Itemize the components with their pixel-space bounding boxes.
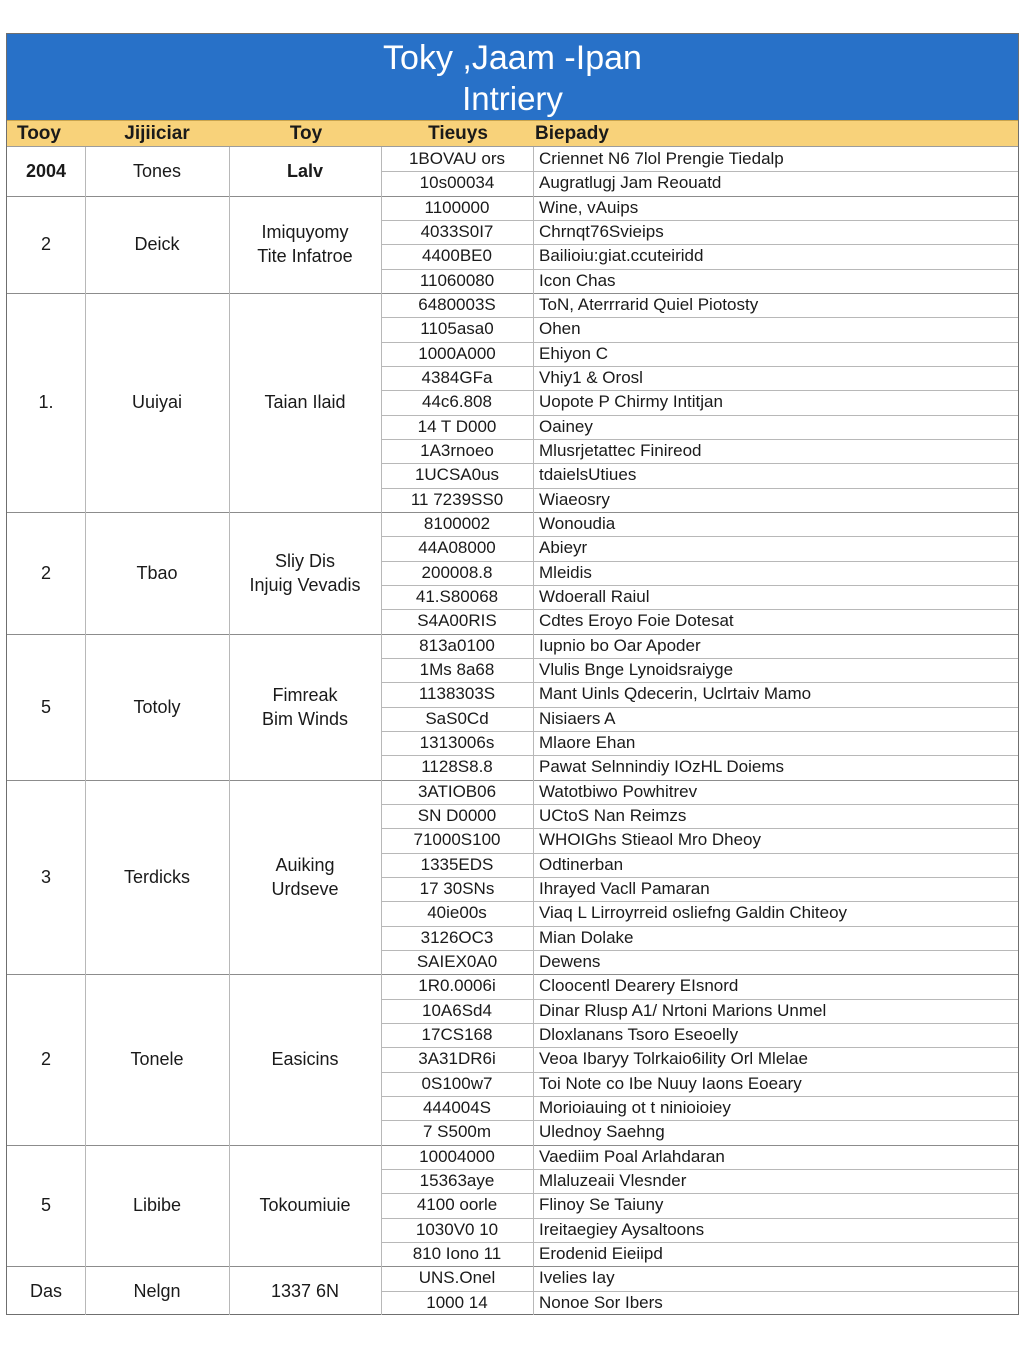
time-cell: 1000 14 bbox=[426, 1292, 488, 1312]
activity-cell: tdaielsUtiues bbox=[539, 465, 637, 485]
column-header-activity: Biepady bbox=[535, 123, 609, 144]
activity-cell: Cdtes Eroyo Foie Dotesat bbox=[539, 611, 734, 631]
table-row bbox=[7, 147, 1018, 196]
sub-row-divider bbox=[381, 561, 1018, 562]
time-cell: 3126OC3 bbox=[420, 927, 494, 947]
sub-row-divider bbox=[381, 658, 1018, 659]
sub-row-divider bbox=[381, 853, 1018, 854]
sub-row-divider bbox=[381, 950, 1018, 951]
sub-row-divider bbox=[381, 1023, 1018, 1024]
activity-cell: Erodenid Eieiipd bbox=[539, 1243, 663, 1263]
activity-cell: ToN, Aterrrarid Quiel Piotosty bbox=[539, 294, 759, 314]
sub-row-divider bbox=[381, 585, 1018, 586]
sub-row-divider bbox=[381, 682, 1018, 683]
city-cell: Nelgn bbox=[133, 1280, 181, 1301]
sub-row-divider bbox=[381, 755, 1018, 756]
itinerary-table bbox=[6, 33, 1019, 1315]
table-row bbox=[7, 196, 1018, 293]
activity-cell: Uopote P Chirmy Intitjan bbox=[539, 392, 723, 412]
sub-row-divider bbox=[381, 439, 1018, 440]
sub-row-divider bbox=[381, 1096, 1018, 1097]
day-cell: Das bbox=[29, 1280, 62, 1301]
day-cell: 3 bbox=[40, 866, 51, 887]
area-cell: Sliy Dis Injuig Vevadis bbox=[249, 550, 361, 595]
activity-cell: Wine, vAuips bbox=[539, 197, 639, 217]
sub-row-divider bbox=[381, 1047, 1018, 1048]
city-cell: Tones bbox=[132, 161, 182, 182]
column-header-day: Tooy bbox=[17, 123, 61, 144]
sub-row-divider bbox=[381, 269, 1018, 270]
activity-cell: Bailioiu:giat.ccuteiridd bbox=[539, 246, 704, 266]
table-row bbox=[7, 512, 1018, 634]
activity-cell: Mant Uinls Qdecerin, Uclrtaiv Mamo bbox=[539, 684, 812, 704]
activity-cell: Nisiaers A bbox=[539, 708, 616, 728]
activity-cell: UCtoS Nan Reimzs bbox=[539, 805, 687, 825]
time-cell: 1R0.0006i bbox=[418, 976, 496, 996]
activity-cell: Ihrayed Vacll Pamaran bbox=[539, 878, 710, 898]
time-cell: 1100000 bbox=[424, 197, 490, 217]
area-cell: Lalv bbox=[286, 161, 324, 182]
time-cell: 10004000 bbox=[419, 1146, 495, 1166]
table-row bbox=[7, 974, 1018, 1144]
column-header-time: Tieuys bbox=[428, 123, 488, 144]
activity-cell: Oainey bbox=[539, 416, 593, 436]
time-cell: 44A08000 bbox=[418, 538, 496, 558]
time-cell: 11060080 bbox=[419, 270, 495, 290]
time-cell: 1BOVAU ors bbox=[408, 149, 506, 168]
sub-row-divider bbox=[381, 1169, 1018, 1170]
sub-row-divider bbox=[381, 707, 1018, 708]
time-cell: 1000A000 bbox=[418, 343, 496, 363]
sub-row-divider bbox=[381, 609, 1018, 610]
activity-cell: Mlaore Ehan bbox=[539, 732, 636, 752]
time-cell: S4A00RIS bbox=[417, 611, 497, 631]
time-cell: 15363aye bbox=[419, 1170, 495, 1190]
city-cell: Libibe bbox=[132, 1195, 182, 1216]
time-cell: 11 7239SS0 bbox=[410, 489, 504, 509]
time-cell: 1138303S bbox=[418, 684, 496, 704]
time-cell: 3A31DR6i bbox=[418, 1049, 496, 1069]
time-cell: 4384GFa bbox=[421, 367, 493, 387]
city-cell: Totoly bbox=[133, 696, 181, 717]
time-cell: UNS.Onel bbox=[418, 1268, 496, 1288]
day-cell: 5 bbox=[40, 696, 51, 717]
sub-row-divider bbox=[381, 536, 1018, 537]
table-row bbox=[7, 293, 1018, 512]
sub-row-divider bbox=[381, 415, 1018, 416]
time-cell: 41.S80068 bbox=[415, 586, 499, 606]
sub-row-divider bbox=[381, 999, 1018, 1000]
day-cell: 2004 bbox=[25, 161, 67, 182]
sub-row-divider bbox=[381, 1072, 1018, 1073]
column-header-row bbox=[7, 120, 1018, 147]
time-cell: 17 30SNs bbox=[419, 878, 495, 898]
area-cell: Easicins bbox=[271, 1049, 339, 1070]
page-subtitle: Intriery bbox=[462, 80, 563, 117]
time-cell: 0S100w7 bbox=[421, 1073, 493, 1093]
time-cell: 810 Iono 11 bbox=[412, 1243, 502, 1263]
sub-row-divider bbox=[381, 1218, 1018, 1219]
sub-row-divider bbox=[381, 877, 1018, 878]
activity-cell: Chrnqt76Svieips bbox=[539, 221, 664, 241]
sub-row-divider bbox=[381, 366, 1018, 367]
activity-cell: Toi Note co Ibe Nuuy Iaons Eoeary bbox=[539, 1073, 802, 1093]
activity-cell: Nonoe Sor Ibers bbox=[539, 1292, 663, 1312]
sub-row-divider bbox=[381, 731, 1018, 732]
time-cell: SaS0Cd bbox=[425, 708, 489, 728]
sub-row-divider bbox=[381, 1193, 1018, 1194]
activity-cell: Iupnio bo Oar Apoder bbox=[539, 635, 701, 655]
table-row bbox=[7, 1145, 1018, 1267]
area-cell: Tokoumiuie bbox=[259, 1195, 351, 1216]
sub-row-divider bbox=[381, 463, 1018, 464]
city-cell: Terdicks bbox=[123, 866, 190, 887]
city-cell: Uuiyai bbox=[131, 392, 183, 413]
activity-cell: Icon Chas bbox=[539, 270, 616, 290]
area-cell: Auiking Urdseve bbox=[271, 854, 339, 899]
activity-cell: Vlulis Bnge Lynoidsraiyge bbox=[539, 659, 734, 679]
sub-row-divider bbox=[381, 244, 1018, 245]
area-cell: Imiquyomy Tite Infatroe bbox=[257, 222, 353, 267]
sub-row-divider bbox=[381, 804, 1018, 805]
time-cell: 3ATIOB06 bbox=[417, 781, 497, 801]
activity-cell: Criennet N6 7lol Prengie Tiedalp bbox=[539, 149, 784, 168]
area-cell: 1337 6N bbox=[270, 1280, 340, 1301]
time-cell: 17CS168 bbox=[421, 1024, 493, 1044]
activity-cell: Morioiauing ot t ninioioiey bbox=[539, 1097, 731, 1117]
time-cell: 1335EDS bbox=[420, 854, 494, 874]
sub-row-divider bbox=[381, 390, 1018, 391]
column-header-area: Toy bbox=[289, 123, 323, 144]
column-divider bbox=[85, 147, 86, 1315]
day-cell: 5 bbox=[40, 1195, 51, 1216]
time-cell: 1A3rnoeo bbox=[420, 440, 494, 460]
time-cell: 71000S100 bbox=[413, 830, 501, 850]
sub-row-divider bbox=[381, 171, 1018, 172]
time-cell: 4033S0I7 bbox=[420, 221, 494, 241]
activity-cell: Ehiyon C bbox=[539, 343, 608, 363]
title-banner bbox=[7, 34, 1018, 120]
time-cell: 44c6.808 bbox=[422, 392, 492, 412]
sub-row-divider bbox=[381, 488, 1018, 489]
activity-cell: Mleidis bbox=[539, 562, 592, 582]
area-cell: Fimreak Bim Winds bbox=[261, 684, 348, 729]
activity-cell: WHOIGhs Stieaol Mro Dheoy bbox=[539, 830, 762, 850]
time-cell: 1105asa0 bbox=[420, 319, 494, 339]
time-cell: 1UCSA0us bbox=[414, 465, 500, 485]
city-cell: Tbao bbox=[136, 562, 178, 583]
activity-cell: Ireitaegiey Aysaltoons bbox=[539, 1219, 705, 1239]
time-cell: 40ie00s bbox=[427, 903, 487, 923]
table-row bbox=[7, 634, 1018, 780]
activity-cell: Vhiy1 & Orosl bbox=[539, 367, 643, 387]
column-header-city: Jijiiciar bbox=[124, 123, 190, 144]
activity-cell: Mian Dolake bbox=[539, 927, 634, 947]
time-cell: 444004S bbox=[422, 1097, 492, 1117]
activity-cell: Veoa Ibaryy Tolrkaio6ility Orl Mlelae bbox=[539, 1049, 808, 1069]
sub-row-divider bbox=[381, 926, 1018, 927]
activity-cell: Mlusrjetattec Finireod bbox=[539, 440, 702, 460]
day-cell: 2 bbox=[40, 1049, 51, 1070]
activity-cell: Wiaeosry bbox=[539, 489, 610, 509]
activity-cell: Wdoerall Raiul bbox=[539, 586, 650, 606]
time-cell: 1313006s bbox=[419, 732, 495, 752]
activity-cell: Flinoy Se Taiuny bbox=[539, 1195, 664, 1215]
time-cell: 8100002 bbox=[423, 513, 491, 533]
time-cell: 10A6Sd4 bbox=[422, 1000, 492, 1020]
sub-row-divider bbox=[381, 1120, 1018, 1121]
table-row bbox=[7, 1266, 1018, 1315]
activity-cell: Dloxlanans Tsoro Eseoelly bbox=[539, 1024, 739, 1044]
city-cell: Deick bbox=[134, 234, 180, 255]
table-row bbox=[7, 780, 1018, 975]
time-cell: 813a0100 bbox=[419, 635, 495, 655]
time-cell: SN D0000 bbox=[417, 805, 497, 825]
sub-row-divider bbox=[381, 342, 1018, 343]
sub-row-divider bbox=[381, 220, 1018, 221]
day-cell: 1. bbox=[38, 392, 54, 413]
sub-row-divider bbox=[381, 1242, 1018, 1243]
day-cell: 2 bbox=[40, 562, 51, 583]
activity-cell: Ohen bbox=[539, 319, 581, 339]
time-cell: 1Ms 8a68 bbox=[419, 659, 495, 679]
time-cell: 14 T D000 bbox=[417, 416, 497, 436]
time-cell: 4400BE0 bbox=[422, 246, 492, 266]
time-cell: 10s00034 bbox=[419, 173, 495, 193]
column-divider bbox=[381, 147, 382, 1315]
time-cell: 200008.8 bbox=[421, 562, 493, 582]
sub-row-divider bbox=[381, 901, 1018, 902]
activity-cell: Dinar Rlusp A1/ Nrtoni Marions Unmel bbox=[539, 1000, 827, 1020]
activity-cell: Viaq L Lirroyrreid osliefng Galdin Chiteoy bbox=[539, 903, 848, 923]
sub-row-divider bbox=[381, 828, 1018, 829]
column-divider bbox=[533, 147, 534, 1315]
day-cell: 2 bbox=[40, 234, 51, 255]
activity-cell: Pawat Selnnindiy IOzHL Doiems bbox=[539, 757, 785, 777]
column-divider bbox=[229, 147, 230, 1315]
activity-cell: Augratlugj Jam Reouatd bbox=[539, 173, 722, 193]
sub-row-divider bbox=[381, 1291, 1018, 1292]
activity-cell: Ivelies Iay bbox=[539, 1268, 615, 1288]
activity-cell: Watotbiwo Powhitrev bbox=[539, 781, 698, 801]
sub-row-divider bbox=[381, 317, 1018, 318]
city-cell: Tonele bbox=[130, 1049, 184, 1070]
activity-cell: Abieyr bbox=[539, 538, 588, 558]
activity-cell: Ulednoy Saehng bbox=[539, 1122, 665, 1142]
time-cell: 7 S500m bbox=[422, 1122, 492, 1142]
activity-cell: Mlaluzeaii Vlesnder bbox=[539, 1170, 687, 1190]
activity-cell: Dewens bbox=[539, 951, 601, 971]
activity-cell: Vaediim Poal Arlahdaran bbox=[539, 1146, 725, 1166]
time-cell: SAIEX0A0 bbox=[416, 951, 498, 971]
page-title: Toky ,Jaam -Ipan bbox=[383, 39, 642, 77]
time-cell: 1030V0 10 bbox=[415, 1219, 499, 1239]
activity-cell: Wonoudia bbox=[539, 513, 616, 533]
activity-cell: Odtinerban bbox=[539, 854, 624, 874]
time-cell: 1128S8.8 bbox=[421, 757, 493, 777]
area-cell: Taian Ilaid bbox=[264, 392, 346, 413]
time-cell: 4100 oorle bbox=[416, 1195, 498, 1215]
time-cell: 6480003S bbox=[418, 294, 496, 314]
activity-cell: Cloocentl Dearery EIsnord bbox=[539, 976, 739, 996]
